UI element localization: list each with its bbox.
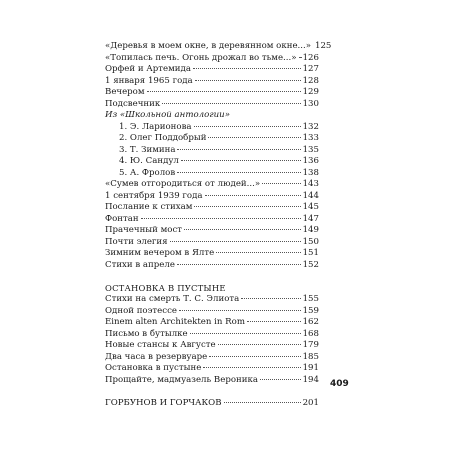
dot-leader: [205, 194, 301, 196]
toc-entry-title: 1 сентября 1939 года: [105, 190, 203, 201]
page-number: 409: [330, 379, 349, 389]
toc-entry-title: Einem alten Architekten in Rom: [105, 317, 245, 327]
toc-entry-page: 201: [302, 397, 319, 408]
dot-leader: [194, 205, 300, 207]
toc-entry: [105, 225, 319, 237]
toc-entry-page: 136: [302, 156, 319, 166]
toc-entry-page: 159: [302, 305, 319, 316]
dot-leader: [247, 320, 301, 322]
toc-entry-title: Прачечный мост: [105, 225, 183, 235]
toc-entry-title: «Деревья в моем окне, в деревянном окне...»: [105, 41, 311, 51]
toc-entry: [105, 64, 319, 76]
toc-entry-page: 151: [302, 248, 319, 258]
toc-entry: [105, 53, 319, 65]
toc-entry-title: «Топилась печь. Огонь дрожал во тьме...»: [105, 52, 297, 63]
dot-leader: [224, 401, 301, 403]
section-heading: ОСТАНОВКА В ПУСТЫНЕ: [105, 282, 226, 293]
toc-entry-page: 144: [302, 190, 319, 201]
toc-entry: [105, 214, 319, 226]
toc-entry-page: 127: [302, 64, 319, 74]
toc-entry: [105, 352, 319, 364]
toc-entry-title: Почти элегия: [105, 236, 168, 247]
dot-leader: [216, 251, 300, 253]
toc-entry-title: 1. Э. Ларионова: [119, 121, 192, 132]
toc-entry-title: 2. Олег Поддобрый: [119, 133, 207, 143]
dot-leader: [179, 309, 301, 311]
toc-entry: [105, 398, 319, 410]
toc-entry-page: 135: [302, 144, 319, 155]
dot-leader: [193, 67, 301, 69]
toc-entry: [105, 145, 319, 157]
dot-leader: [141, 217, 301, 219]
toc-entry: [105, 110, 319, 122]
toc-entry-page: 133: [302, 133, 319, 143]
dot-leader: [241, 297, 300, 299]
toc-entry: [105, 237, 319, 249]
dot-leader: [195, 79, 301, 81]
toc-entry: [105, 294, 319, 306]
toc-entry-page: 194: [302, 374, 319, 385]
toc-entry-title: Фонтан: [105, 213, 139, 224]
toc-entry: [105, 191, 319, 203]
toc-entry-title: Два часа в резервуаре: [105, 351, 208, 362]
dot-leader: [177, 148, 300, 150]
toc-entry-title: Письмо в бутылке: [105, 328, 188, 339]
toc-entry: [105, 340, 319, 352]
toc-entry-title: Из «Школьной антологии»: [105, 110, 230, 120]
toc-entry-page: 125: [315, 41, 332, 51]
toc-entry: [105, 363, 319, 375]
toc-entry-page: 168: [302, 328, 319, 339]
toc-entry: [105, 76, 319, 88]
toc-entry-page: 128: [302, 75, 319, 86]
table-of-contents: [105, 41, 332, 409]
toc-entry: [105, 260, 319, 272]
toc-entry-title: 1 января 1965 года: [105, 75, 193, 86]
toc-entry-title: Подсвечник: [105, 98, 161, 109]
dot-leader: [299, 56, 301, 58]
toc-spacer: [105, 271, 319, 283]
toc-entry-title: «Сумев отгородиться от людей...»: [105, 179, 261, 189]
toc-entry-title: Послание к стихам: [105, 202, 193, 212]
dot-leader: [208, 136, 300, 138]
toc-entry-title: 5. А. Фролов: [119, 167, 176, 178]
toc-entry-title: 3. Т. Зимина: [119, 144, 176, 155]
toc-entry-title: Зимним вечером в Ялте: [105, 248, 215, 258]
dot-leader: [177, 263, 301, 265]
toc-entry: [105, 133, 319, 145]
toc-entry: [105, 122, 319, 134]
toc-entry-title: Прощайте, мадмуазель Вероника: [105, 374, 258, 385]
toc-entry-page: 130: [302, 98, 319, 109]
dot-leader: [170, 240, 301, 242]
toc-entry-page: 132: [302, 121, 319, 132]
dot-leader: [209, 355, 300, 357]
toc-entry-title: Стихи на смерть Т. С. Элиота: [105, 294, 240, 304]
toc-entry-page: 185: [302, 351, 319, 362]
dot-leader: [190, 332, 301, 334]
dot-leader: [147, 90, 301, 92]
toc-entry: [105, 87, 319, 99]
toc-entry: [105, 168, 319, 180]
dot-leader: [260, 378, 301, 380]
toc-entry-title: Одной поэтессе: [105, 305, 177, 316]
toc-entry-title: Остановка в пустыне: [105, 363, 202, 373]
dot-leader: [177, 171, 300, 173]
dot-leader: [181, 159, 301, 161]
toc-entry: [105, 179, 319, 191]
toc-entry-title: 4. Ю. Сандул: [119, 156, 179, 166]
toc-entry-page: 155: [302, 294, 319, 304]
toc-entry: [105, 41, 332, 53]
toc-entry: [105, 248, 319, 260]
toc-entry: [105, 375, 319, 387]
toc-entry: [105, 202, 319, 214]
toc-entry-page: 152: [302, 259, 319, 270]
toc-spacer: [105, 386, 319, 398]
toc-entry-title: ГОРБУНОВ И ГОРЧАКОВ: [105, 397, 222, 408]
dot-leader: [262, 182, 301, 184]
toc-entry: [105, 99, 319, 111]
toc-entry-page: 138: [302, 167, 319, 178]
toc-entry-page: 143: [302, 179, 319, 189]
toc-entry: [105, 306, 319, 318]
toc-entry: [105, 317, 319, 329]
toc-entry-title: Новые стансы к Августе: [105, 340, 216, 350]
toc-entry-page: 149: [302, 225, 319, 235]
dot-leader: [162, 102, 300, 104]
toc-entry-page: 145: [302, 202, 319, 212]
toc-entry-page: 126: [302, 52, 319, 63]
toc-entry-title: Вечером: [105, 87, 145, 97]
toc-entry-title: Орфей и Артемида: [105, 64, 191, 74]
dot-leader: [184, 228, 301, 230]
toc-entry: [105, 156, 319, 168]
toc-entry-page: 129: [302, 87, 319, 97]
dot-leader: [218, 343, 301, 345]
toc-entry: [105, 329, 319, 341]
toc-entry-page: 162: [302, 317, 319, 327]
toc-entry-page: 179: [302, 340, 319, 350]
toc-entry-page: 191: [302, 363, 319, 373]
toc-entry-title: Стихи в апреле: [105, 259, 175, 270]
dot-leader: [203, 366, 300, 368]
dot-leader: [194, 125, 301, 127]
toc-entry-page: 150: [302, 236, 319, 247]
toc-entry-page: 147: [302, 213, 319, 224]
